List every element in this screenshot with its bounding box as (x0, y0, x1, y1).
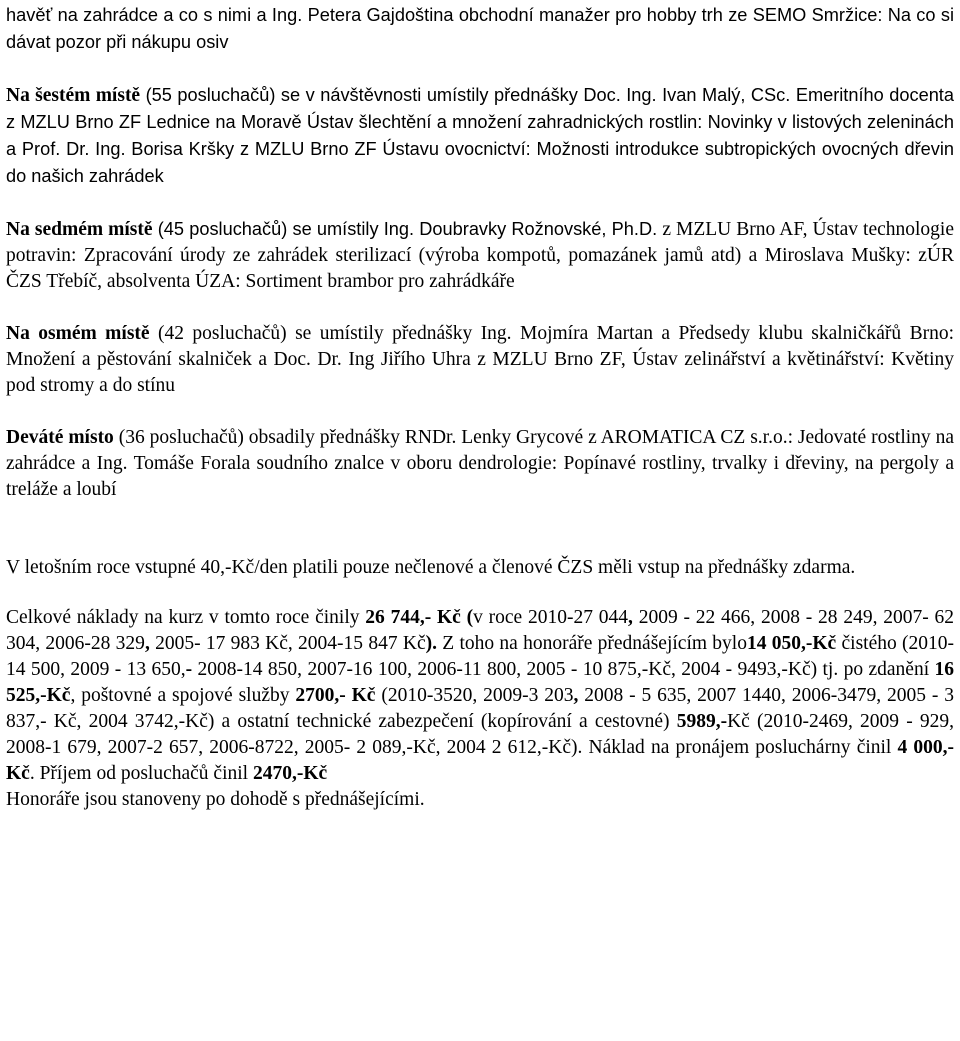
paragraph-costs (6, 605, 954, 787)
paragraph-eighth-place (6, 321, 954, 399)
text: 2008-14 850, 2007-16 100, 2006-11 800, 2005 - 10 875,-Kč, 2004 - 9493,-Kč) tj. po zdanění (192, 659, 935, 680)
place-heading: Na sedmém místě (6, 219, 153, 240)
place-heading: Na šestém místě (6, 85, 141, 106)
text: (36 posluchačů) obsadily přednášky RNDr. Lenky Grycové z AROMATICA CZ s.r.o.: Jedovaté rostliny na zahrádce a Ing. Tomáše Forala soudního znalce v oboru dendrologie: Popínavé rostliny, trvalky i dřeviny, na pergoly a treláže a loubí (6, 427, 954, 500)
text: . Příjem od posluchačů činil (29, 763, 253, 784)
text: (42 posluchačů) se umístily přednášky Ing. Mojmíra Martan a Předsedy klubu skalničkářů Brno: Množení a pěstování skalniček a Doc. Dr. Ing Jiřího Uhra z MZLU Brno ZF, Ústav zelinářství a květinářství: Květiny pod stromy a do stínu (6, 323, 954, 396)
text: Kč (2010-2469, 2009 - 929, 2008-1 679, 2007-2 657, 2006-8722, 2005- 2 089,-Kč, 2004 2 612,-Kč). Náklad na pronájem posluchárny činil (6, 711, 954, 758)
amount: 16 525,-Kč (6, 659, 954, 706)
text: (55 posluchačů) se v návštěvnosti umístily přednášky Doc. Ing. Ivan Malý, CSc. Emeritního docenta z MZLU Brno ZF Lednice na Moravě Ústav šlechtění a množení zahradnických rostlin: Novinky v listových zeleninách a Prof. Dr. Ing. Borisa Kršky z MZLU Brno ZF Ústavu ovocnictví: Možnosti introdukce subtropických ovocných dřevin do našich zahrádek (6, 85, 954, 186)
text: Celkové náklady na kurz v tomto roce činily (6, 607, 366, 628)
text: z MZLU Brno AF, Ústav technologie potravin: Zpracování úrody ze zahrádek sterilizací (výroba kompotů, pomazánek jamů atd) a Miroslava Mušky: zÚR ČZS Třebíč, absolventa ÚZA: Sortiment brambor pro zahrádkáře (6, 219, 954, 292)
text: (2010-3520, 2009-3 203 (375, 685, 574, 706)
text: v roce 2010-27 044 (473, 607, 629, 628)
text: 2008 - 5 635, 2007 1440, 2006-3479, 2005 - 3 837,- Kč, 2004 3742,-Kč) a ostatní technické zabezpečení (kopírování a cestovné) (6, 685, 954, 732)
amount: 14 050,-Kč (746, 633, 837, 654)
amount: 5989,- (676, 711, 728, 732)
text: - (185, 659, 193, 680)
text: Honoráře jsou stanoveny po dohodě s přednášejícími. (6, 789, 425, 810)
text: , (144, 633, 150, 654)
paragraph-ninth-place (6, 425, 954, 503)
paragraph-admission (6, 555, 954, 581)
amount: 26 744,- Kč ( (365, 607, 474, 628)
amount: 4 000,-Kč (6, 737, 954, 784)
amount: 2700,- Kč (295, 685, 376, 706)
paragraph-lectures-continued (6, 2, 954, 56)
text: (45 posluchačů) se umístily Ing. Doubravky Rožnovské, Ph.D. (152, 219, 663, 239)
text: V letošním roce vstupné 40,-Kč/den platili pouze nečlenové a členové ČZS měli vstup na přednášky zdarma. (6, 557, 856, 578)
text: ). (425, 633, 437, 654)
text: , poštovné a spojové služby (70, 685, 296, 706)
paragraph-fees-note (6, 787, 954, 813)
place-heading: Na osmém místě (6, 323, 150, 344)
text: , (628, 607, 633, 628)
text: 2005- 17 983 Kč, 2004-15 847 Kč (149, 633, 426, 654)
text: , (573, 685, 579, 706)
paragraph-seventh-place (6, 216, 954, 295)
paragraph-sixth-place (6, 82, 954, 190)
place-heading: Deváté místo (6, 427, 114, 448)
text: havěť na zahrádce a co s nimi a Ing. Petera Gajdoština obchodní manažer pro hobby trh ze SEMO Smržice: Na co si dávat pozor při nákupu osiv (6, 5, 954, 52)
text: čistého (2010-14 500, 2009 - 13 650, (6, 633, 954, 680)
text: 2009 - 22 466, 2008 - 28 249, 2007- 62 304, 2006-28 329 (6, 607, 955, 654)
amount: 2470,-Kč (252, 763, 328, 784)
text: Z toho na honoráře přednášejícím bylo (436, 633, 747, 654)
document-page (6, 2, 954, 813)
